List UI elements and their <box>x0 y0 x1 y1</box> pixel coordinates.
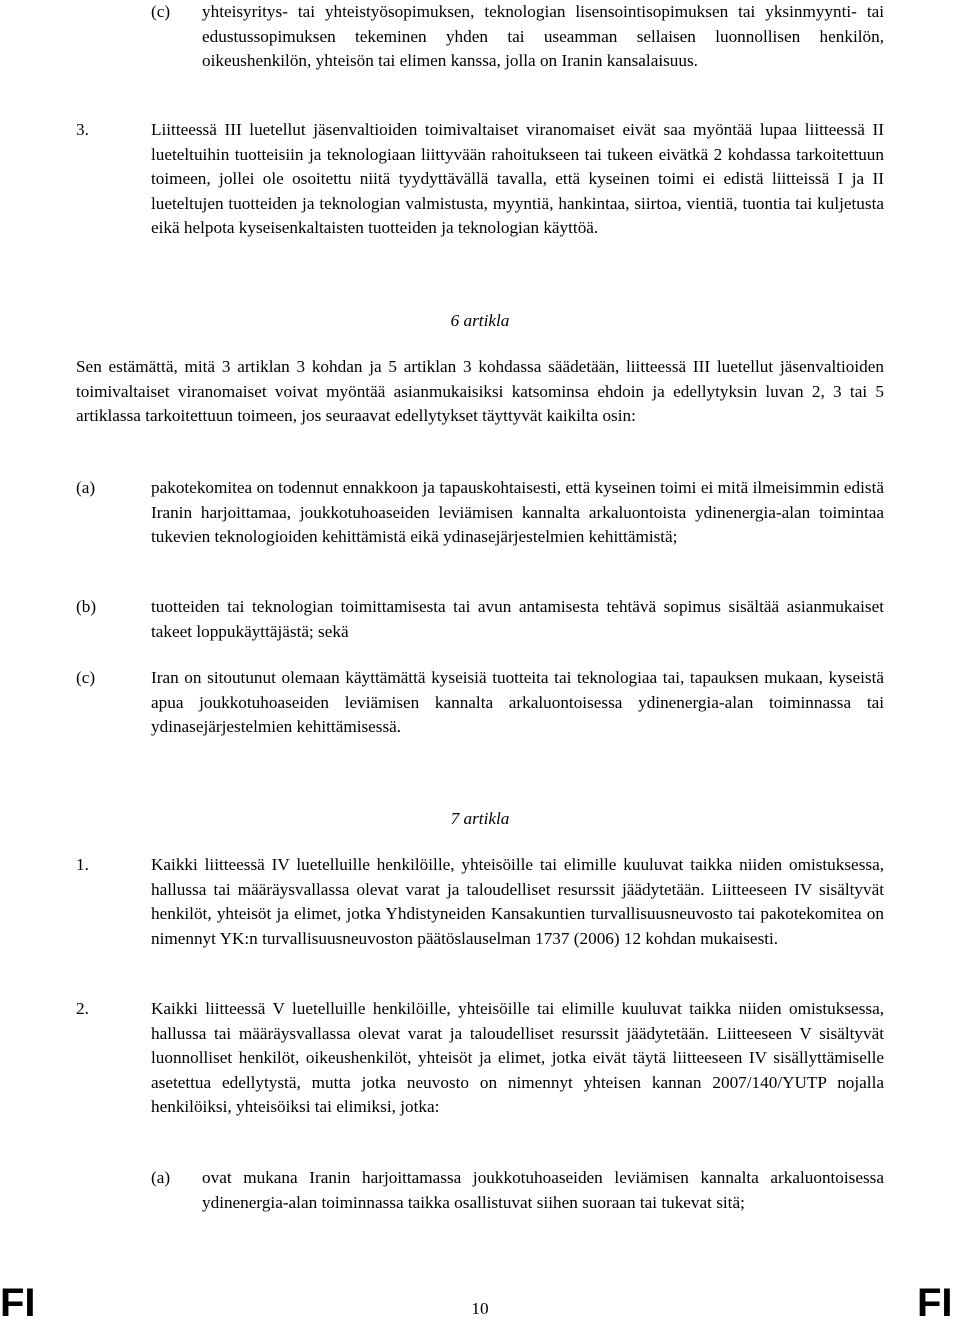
paragraph-number: 2. <box>76 999 89 1018</box>
list-label: (a) <box>76 478 96 497</box>
article-intro: Sen estämättä, mitä 3 artiklan 3 kohdan ja 5 artiklan 3 kohdassa säädetään, liitteessä III luetellut jäsenvaltioiden toimivaltaiset viranomaiset voivat myöntää asianmukaisiksi katsominsa ehdoin ja edellytyksin luvan 2, 3 tai 5 artiklassa tarkoitettuun toimeen, jos seuraavat edellytykset täyttyvät kaikilta osin: <box>76 357 884 426</box>
list-item-text: tuotteiden tai teknologian toimittamisesta tai avun antamisesta tehtävä sopimus sisältää asianmukaiset takeet loppukäyttäjästä; sekä <box>151 597 884 641</box>
paragraph-number: 1. <box>76 855 89 874</box>
paragraph-text: Kaikki liitteessä V luetelluille henkilöille, yhteisöille tai elimille kuuluvat taikka niiden omistuksessa, hallussa tai määräysvallassa olevat varat ja taloudelliset resurssit jäädytetään. Liitteeseen V sisältyvät luonnolliset henkilöt, oikeushenkilöt, yhteisöt ja elimet, jotka eivät täytä liitteeseen IV sisällyttämiselle asetettua edellytystä, mutta jotka neuvosto on nimennyt yhteisen kannan 2007/140/YUTP nojalla henkilöiksi, yhteisöiksi tai elimiksi, jotka: <box>151 999 884 1117</box>
language-code-right: FI <box>917 1281 953 1325</box>
language-code-left: FI <box>0 1281 36 1325</box>
list-label: (b) <box>76 597 97 616</box>
paragraph-number: 3. <box>76 120 89 139</box>
article-heading-6: 6 artikla <box>450 311 510 330</box>
list-label: (a) <box>151 1168 171 1187</box>
paragraph-text: Liitteessä III luetellut jäsenvaltioiden toimivaltaiset viranomaiset eivät saa myöntää lupaa liitteessä II lueteltuihin tuotteisiin ja teknologiaan liittyvään rahoitukseen tai tukeen eivätkä 2 kohdassa tarkoitettuun toimeen, jollei ole osoitettu niitä tyydyttävällä tavalla, että kyseinen toimi ei edistä liitteissä I ja II lueteltujen tuotteiden ja teknologian valmistusta, myyntiä, hankintaa, siirtoa, vientiä, tuontia tai kuljetusta eikä helpota kyseisenkaltaisten tuotteiden ja teknologian käyttöä. <box>151 120 884 238</box>
list-item-text: ovat mukana Iranin harjoittamassa joukkotuhoaseiden leviämisen kannalta arkaluontoisessa ydinenergia-alan toiminnassa taikka osallistuvat siihen suoraan tai tukevat sitä; <box>202 1168 884 1212</box>
list-label: (c) <box>151 2 171 21</box>
paragraph-text: Kaikki liitteessä IV luetelluille henkilöille, yhteisöille tai elimille kuuluvat taikka niiden omistuksessa, hallussa tai määräysvallassa olevat varat ja taloudelliset resurssit jäädytetään. Liitteeseen IV sisältyvät henkilöt, yhteisöt ja elimet, jotka Yhdistyneiden Kansakuntien turvallisuusneuvosto tai pakotekomitea on nimennyt YK:n turvallisuusneuvoston päätöslauselman 1737 (2006) 12 kohdan mukaisesti. <box>151 855 884 948</box>
list-item-text: pakotekomitea on todennut ennakkoon ja tapauskohtaisesti, että kyseinen toimi ei mitä ilmeisimmin edistä Iranin harjoittamaa, joukkotuhoaseiden leviämisen kannalta arkaluontoista ydinenergia-alan toimintaa tukevien teknologioiden kehittämistä eikä ydinasejärjestelmien kehittämistä; <box>151 478 884 547</box>
list-label: (c) <box>76 668 96 687</box>
page-number: 10 <box>471 1299 489 1318</box>
list-item-text: Iran on sitoutunut olemaan käyttämättä kyseisiä tuotteita tai teknologiaa tai, tapauksen mukaan, kyseistä apua joukkotuhoaseiden leviämisen kannalta arkaluontoisessa ydinenergia-alan toiminnassa tai ydinasejärjestelmien kehittämisessä. <box>151 668 884 737</box>
list-item-text: yhteisyritys- tai yhteistyösopimuksen, teknologian lisensointisopimuksen tai yksinmyynti- tai edustussopimuksen tekeminen yhden tai useamman sellaisen luonnollisen henkilön, oikeushenkilön, yhteisön tai elimen kanssa, jolla on Iranin kansalaisuus. <box>202 2 884 71</box>
article-heading-7: 7 artikla <box>450 809 510 828</box>
